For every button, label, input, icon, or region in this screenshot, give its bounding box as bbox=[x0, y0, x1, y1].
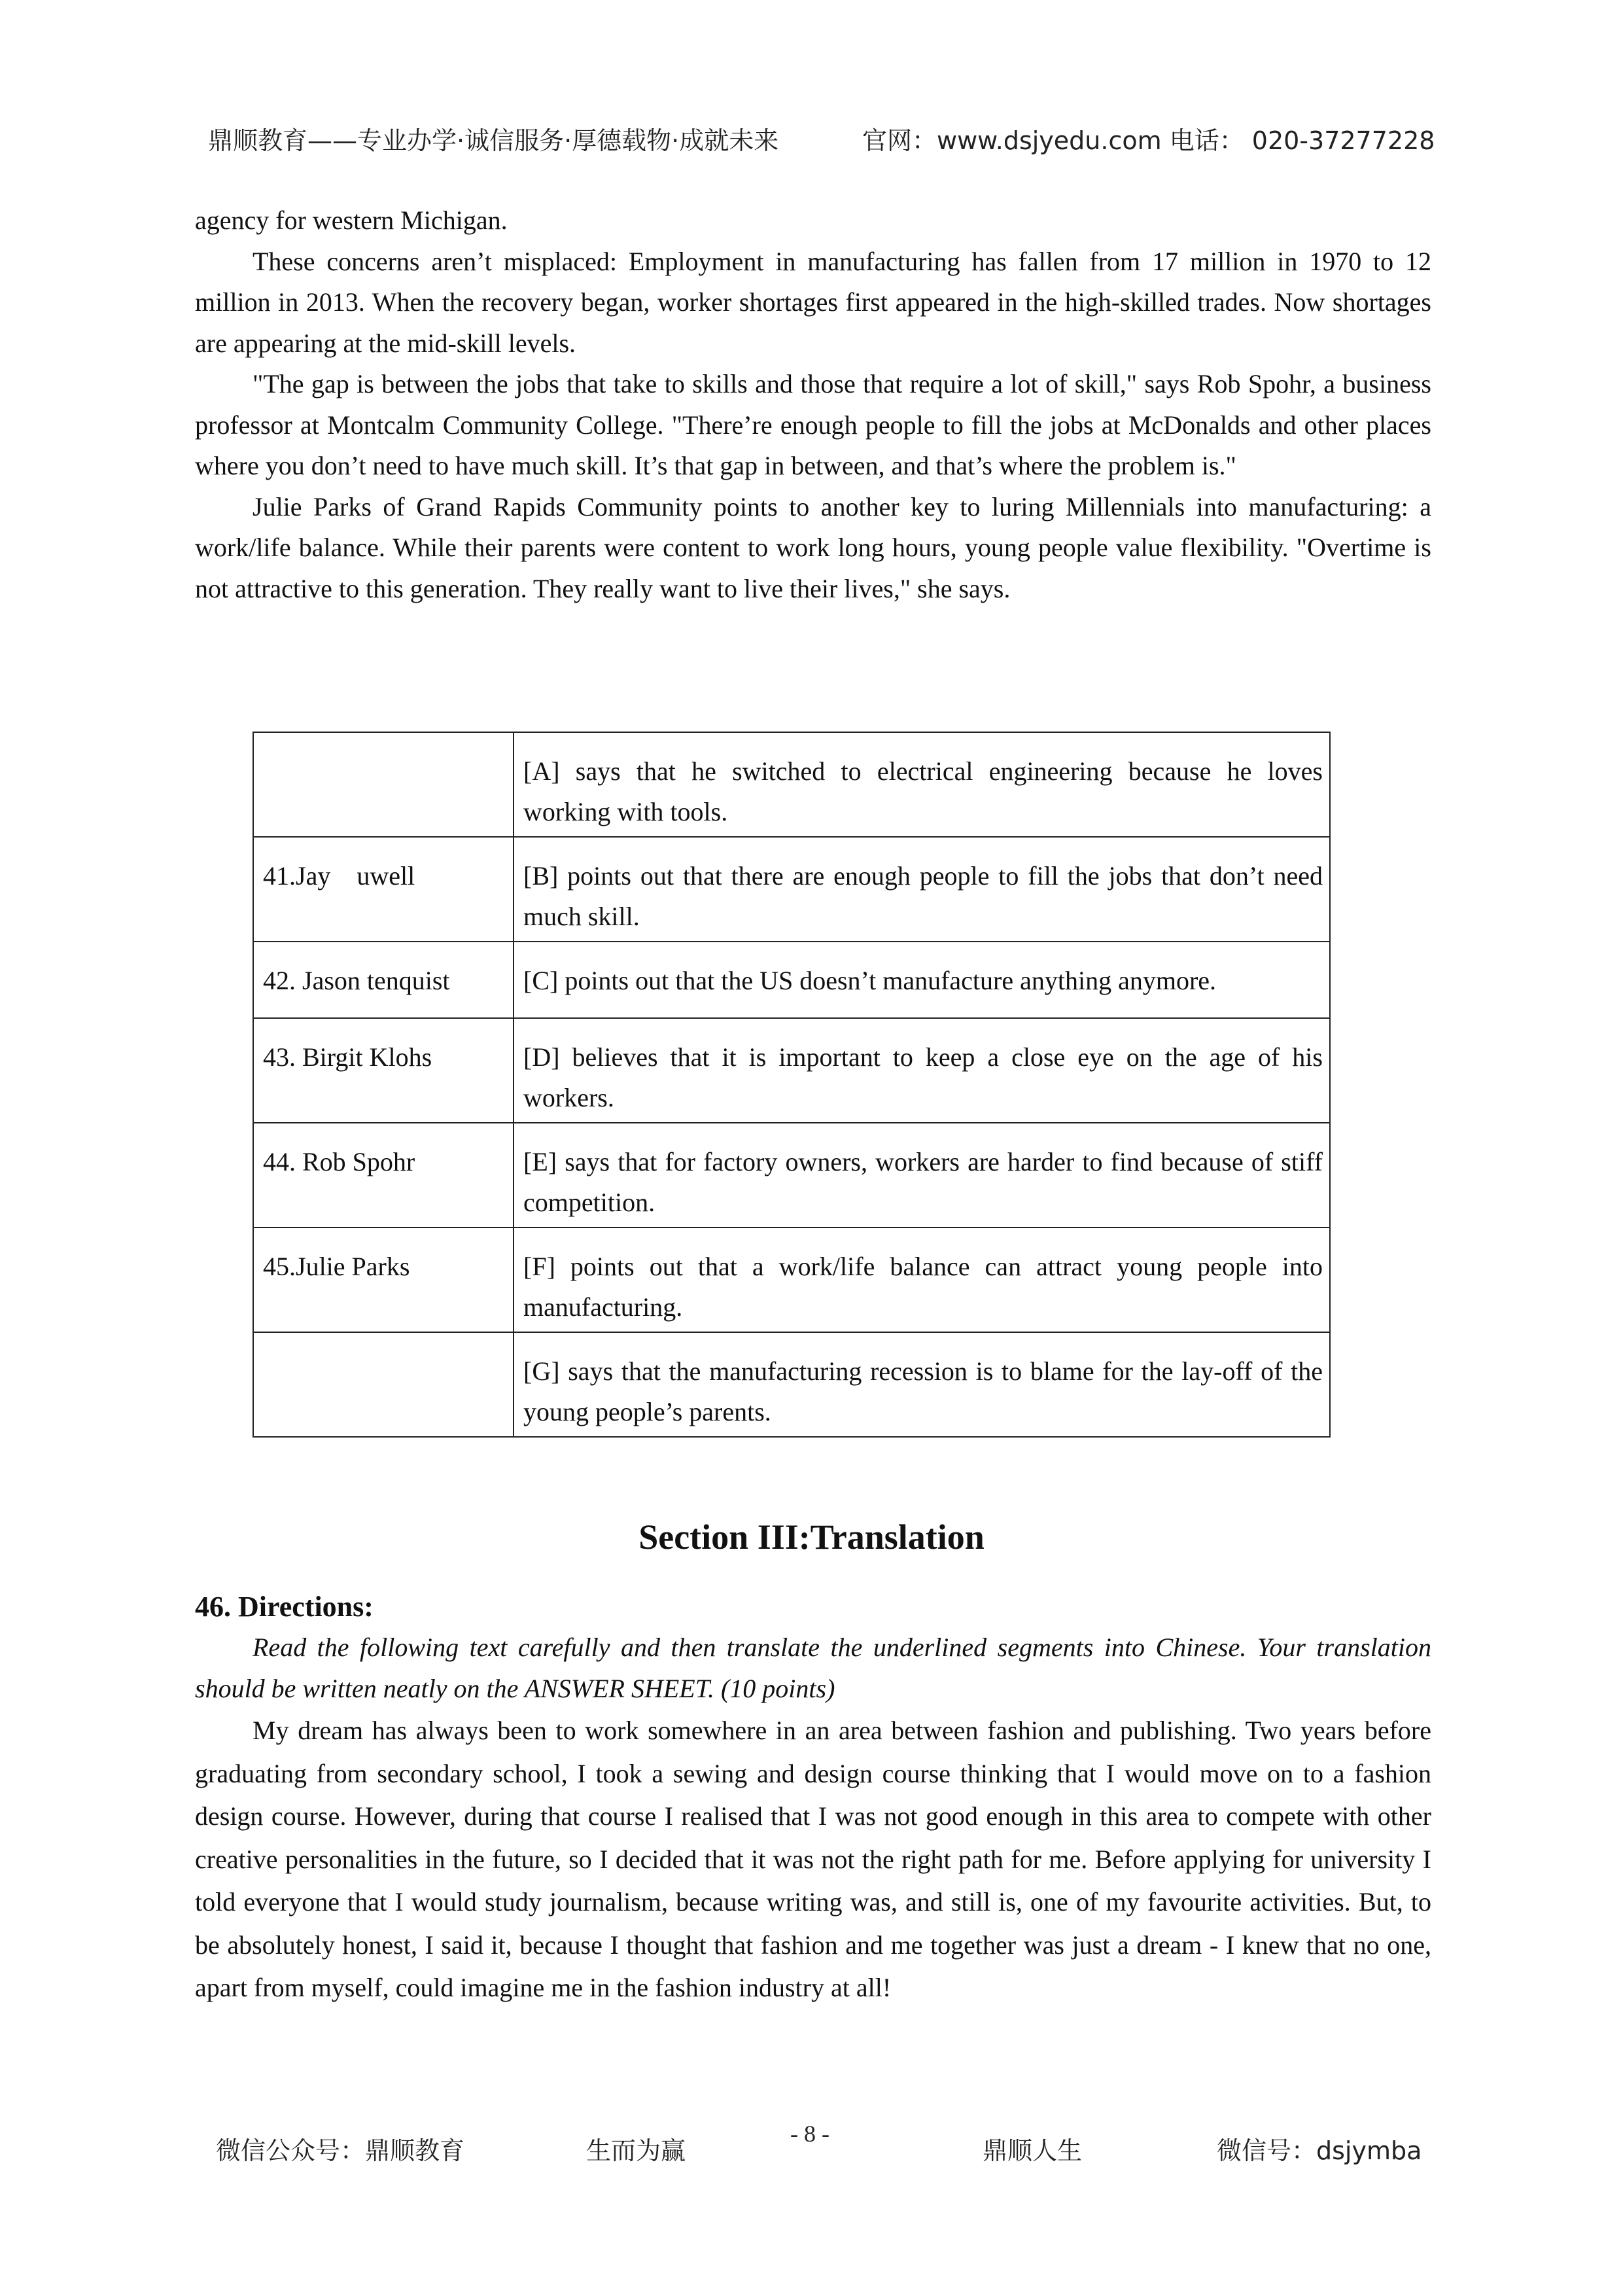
table-row bbox=[253, 732, 1330, 837]
section-title: Section III:Translation bbox=[638, 1517, 985, 1557]
option-cell: [E] says that for factory owners, workers are harder to find because of stiff competition. bbox=[514, 1123, 1330, 1227]
page-footer bbox=[0, 2120, 1623, 2166]
table-row bbox=[253, 1227, 1330, 1332]
directions-instruction: Read the following text carefully and then translate the underlined segments into Chinese. Your translation should be written neatly on the ANSWER SHEET. (10 points) bbox=[195, 1633, 1431, 1703]
table-row bbox=[253, 837, 1330, 942]
option-cell: [A] says that he switched to electrical engineering because he loves working with tools. bbox=[514, 732, 1330, 837]
person-cell bbox=[253, 732, 514, 837]
option-cell: [C] points out that the US doesn’t manufacture anything anymore. bbox=[514, 942, 1330, 1018]
person-cell: 44. Rob Spohr bbox=[253, 1123, 514, 1227]
table-row bbox=[253, 1018, 1330, 1123]
page-number: - 8 - bbox=[790, 2121, 829, 2147]
option-cell: [D] believes that it is important to keep a close eye on the age of his workers. bbox=[514, 1018, 1330, 1123]
reading-passage bbox=[195, 200, 1431, 609]
table-row bbox=[253, 1123, 1330, 1227]
header-contact: 官网：www.dsjyedu.com 电话： 020-37277228 bbox=[862, 126, 1435, 155]
table-row bbox=[253, 1332, 1330, 1437]
matching-table bbox=[253, 732, 1331, 1438]
footer-life: 鼎顺人生 bbox=[983, 2136, 1083, 2165]
person-cell: 45.Julie Parks bbox=[253, 1227, 514, 1332]
page-header bbox=[208, 120, 1451, 160]
option-cell: [F] points out that a work/life balance can attract young people into manufacturing. bbox=[514, 1227, 1330, 1332]
option-cell: [B] points out that there are enough people to fill the jobs that don’t need much skill. bbox=[514, 837, 1330, 942]
directions-heading: 46. Directions: bbox=[195, 1591, 374, 1623]
person-cell: 41.Jay uwell bbox=[253, 837, 514, 942]
footer-wechat-public: 微信公众号：鼎顺教育 bbox=[216, 2136, 465, 2165]
passage-paragraph: "The gap is between the jobs that take to skills and those that require a lot of skill," says Rob Spohr, a business professor at Montcalm Community College. "There’re enough people to fill the jobs at McDonalds and other places where you don’t need to have much skill. It’s that gap in between, and that’s where the problem is." bbox=[195, 369, 1431, 480]
translation-passage: My dream has always been to work somewhere in an area between fashion and publishing. Two years before graduating from secondary school, I took a sewing and design course thinking that I would move on to a fashion design course. However, during that course I realised that I was not good enough in this area to compete with other creative personalities in the future, so I decided that it was not the right path for me. Before applying for university I told everyone that I would study journalism, because writing was, and still is, one of my favourite activities. But, to be absolutely honest, I said it, because I thought that fashion and me together was just a dream - I knew that no one, apart from myself, could imagine me in the fashion industry at all! bbox=[195, 1716, 1431, 2002]
table-row bbox=[253, 942, 1330, 1018]
translation-section bbox=[195, 1587, 1431, 2009]
passage-continuation: agency for western Michigan. bbox=[195, 205, 508, 235]
option-cell: [G] says that the manufacturing recession is to blame for the lay-off of the young people’s parents. bbox=[514, 1332, 1330, 1437]
footer-wechat-id: 微信号：dsjymba bbox=[1217, 2136, 1422, 2165]
footer-slogan: 生而为赢 bbox=[586, 2136, 686, 2165]
passage-paragraph: These concerns aren’t misplaced: Employment in manufacturing has fallen from 17 million in 1970 to 12 million in 2013. When the recovery began, worker shortages first appeared in the high-skilled trades. Now shortages are appearing at the mid-skill levels. bbox=[195, 246, 1431, 358]
header-slogan: 鼎顺教育——专业办学·诚信服务·厚德载物·成就未来 bbox=[208, 126, 779, 155]
person-cell: 43. Birgit Klohs bbox=[253, 1018, 514, 1123]
person-cell: 42. Jason tenquist bbox=[253, 942, 514, 1018]
passage-paragraph: Julie Parks of Grand Rapids Community points to another key to luring Millennials into manufacturing: a work/life balance. While their parents were content to work long hours, young people value flexibility. "Overtime is not attractive to this generation. They really want to live their lives," she says. bbox=[195, 491, 1431, 603]
person-cell bbox=[253, 1332, 514, 1437]
